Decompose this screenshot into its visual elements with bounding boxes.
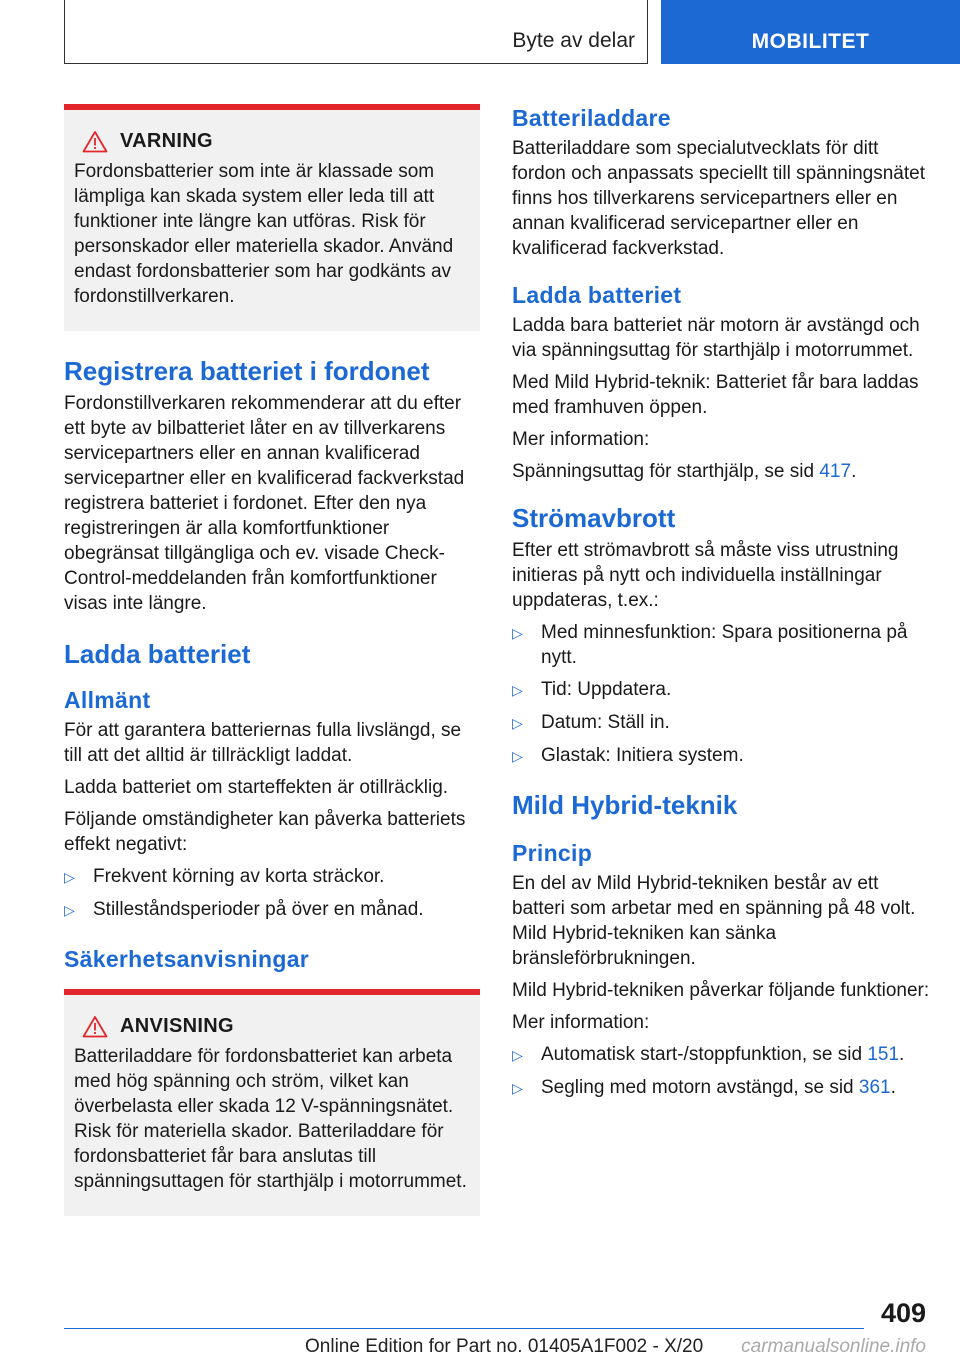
charge-paragraph-1: Ladda bara batteriet när motorn är avstängd och via spänningsuttag för starthjälp i motorrummet.	[512, 315, 920, 361]
bullet-triangle-icon: ▷	[512, 682, 523, 698]
section-title: Byte av delar	[512, 29, 635, 52]
list-item: ▷ Stilleståndsperioder på över en månad.	[64, 897, 480, 923]
charge-battery-heading: Ladda batteriet	[64, 639, 251, 669]
register-heading: Registrera batteriet i fordonet	[64, 356, 430, 386]
outage-text: Efter ett strömavbrott så måste viss utrustning initieras på nytt och individuella inställningar uppdateras, t.ex.:	[512, 540, 899, 611]
charge-heading: Ladda batteriet	[512, 282, 682, 308]
bullet-triangle-icon: ▷	[512, 625, 523, 641]
list-item: ▷ Datum: Ställ in.	[512, 710, 930, 736]
footer-divider	[64, 1328, 864, 1329]
list-item: ▷ Segling med motorn avstängd, se sid 361.	[512, 1075, 930, 1101]
principle-paragraph-2: Mild Hybrid-tekniken påverkar följande funktioner:	[512, 980, 930, 1001]
register-text: Fordonstillverkaren rekommenderar att du efter ett byte av bilbatteriet låter en av tillverkarens servicepartners eller en annan kvalificerad servicepartner eller en kvalificerad fackverkstad registrera batteriet i fordonet. Efter den nya registreringen är alla komfortfunktioner obegränsat tillgängliga och ev. visade Check-Control-meddelanden från komfortfunktioner visas inte längre.	[64, 393, 465, 614]
left-column	[64, 104, 480, 1216]
general-paragraph-2: Ladda batteriet om starteffekten är otillräcklig.	[64, 777, 449, 798]
notice-text: Batteriladdare för fordonsbatteriet kan arbeta med hög spänning och ström, vilket kan överbelasta eller skada 12 V-spänningsnätet. Risk för materiella skador. Batteriladdare för fordonsbatteriet får bara anslutas till spänningsuttagen för starthjälp i motorrummet.	[74, 1046, 467, 1192]
general-paragraph-1: För att garantera batteriernas fulla livslängd, se till att det alltid är tillräckligt laddat.	[64, 720, 462, 766]
charger-text: Batteriladdare som specialutvecklats för ditt fordon och anpassats speciellt till spänningsnätet finns hos tillverkarens servicepartners eller en annan kvalificerad servicepartner eller en kvalificerad fackverkstad.	[512, 138, 925, 259]
edition-text: Online Edition for Part no. 01405A1F002 - X/20	[305, 1336, 704, 1357]
warning-title: VARNING	[120, 130, 213, 152]
page-link-361[interactable]: 361	[858, 1077, 891, 1098]
charge-reference: Spänningsuttag för starthjälp, se sid 417.	[512, 461, 857, 482]
list-item: ▷ Frekvent körning av korta sträckor.	[64, 864, 480, 890]
warning-box	[64, 104, 480, 331]
watermark: carmanualsonline.info	[741, 1336, 926, 1357]
general-paragraph-3: Följande omständigheter kan påverka batteriets effekt negativt:	[64, 809, 466, 855]
list-item: ▷ Glastak: Initiera system.	[512, 743, 930, 769]
notice-box	[64, 989, 480, 1216]
page-link-417[interactable]: 417	[819, 461, 852, 482]
bullet-triangle-icon: ▷	[64, 902, 75, 918]
header-section-tab	[64, 0, 648, 64]
list-item: ▷ Tid: Uppdatera.	[512, 677, 930, 703]
safety-heading: Säkerhetsanvisningar	[64, 946, 310, 972]
charger-heading: Batteriladdare	[512, 105, 671, 131]
mild-hybrid-heading: Mild Hybrid-teknik	[512, 790, 738, 820]
header-chapter-tab	[661, 0, 960, 64]
more-info-label: Mer information:	[512, 429, 650, 450]
list-item: ▷ Med minnesfunktion: Spara positionerna på nytt.	[512, 622, 908, 668]
list-item: ▷ Automatisk start-/stoppfunktion, se sid 151.	[512, 1042, 930, 1068]
bullet-triangle-icon: ▷	[64, 869, 75, 885]
warning-text: Fordonsbatterier som inte är klassade som lämpliga kan skada system eller leda till att funktioner inte längre kan utföras. Risk för personskador eller materiella skador. Använd endast fordonsbatterier som har godkänts av fordonstillverkaren.	[74, 161, 454, 307]
bullet-triangle-icon: ▷	[512, 748, 523, 764]
warning-triangle-icon	[82, 130, 108, 153]
bullet-triangle-icon: ▷	[512, 715, 523, 731]
warning-triangle-icon	[82, 1015, 108, 1038]
page-number: 409	[880, 1298, 926, 1328]
charge-paragraph-2: Med Mild Hybrid-teknik: Batteriet får bara laddas med framhuven öppen.	[512, 372, 919, 418]
chapter-title: MOBILITET	[751, 30, 870, 53]
notice-title: ANVISNING	[120, 1015, 234, 1037]
bullet-triangle-icon: ▷	[512, 1080, 523, 1096]
power-outage-heading: Strömavbrott	[512, 503, 676, 533]
general-heading: Allmänt	[64, 687, 151, 713]
right-column	[512, 104, 930, 1108]
page-link-151[interactable]: 151	[867, 1044, 900, 1065]
more-info-label: Mer information:	[512, 1012, 650, 1033]
principle-paragraph-1: En del av Mild Hybrid-tekniken består av ett batteri som arbetar med en spänning på 48 volt. Mild Hybrid-tekniken kan sänka bränsleförbrukningen.	[512, 873, 916, 969]
bullet-triangle-icon: ▷	[512, 1047, 523, 1063]
principle-heading: Princip	[512, 840, 593, 866]
